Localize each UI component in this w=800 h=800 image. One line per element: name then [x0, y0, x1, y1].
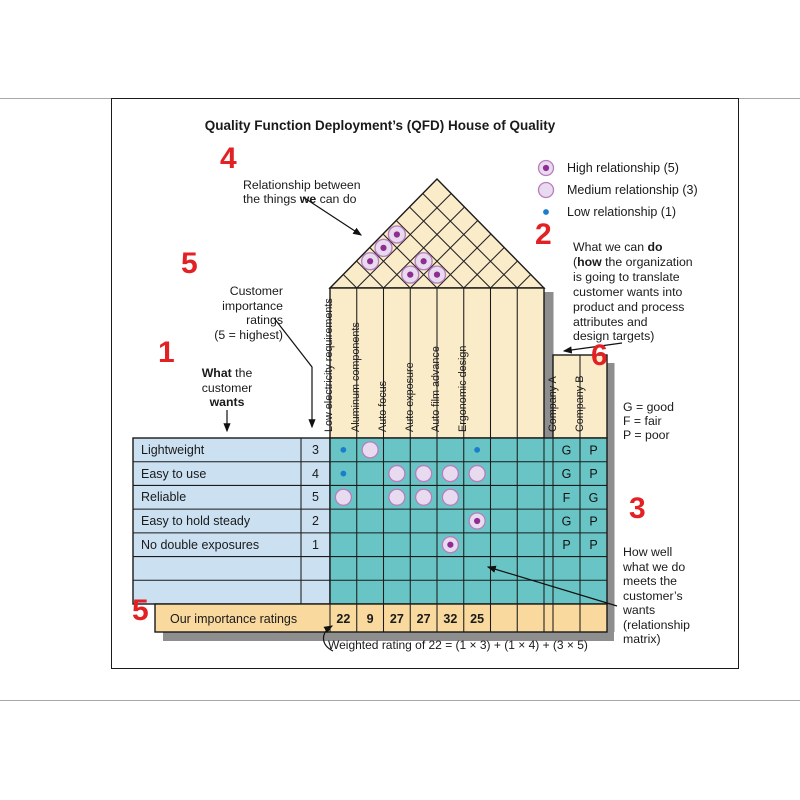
importance-rating: 4 — [312, 466, 319, 481]
callout-text-line: design targets) — [573, 329, 655, 344]
column-header: Low electricity requirements — [323, 298, 336, 432]
callout-number-1: 1 — [158, 336, 175, 369]
callout-text-line: What we can do — [573, 240, 663, 254]
high-relationship-dot — [407, 272, 413, 278]
customer-want-label: Easy to use — [141, 466, 207, 481]
arrow-what-we-can-do — [564, 343, 622, 351]
high-relationship-dot — [380, 245, 386, 251]
high-relationship-dot — [367, 258, 373, 264]
high-relationship-dot — [543, 165, 549, 171]
company-rating: P — [589, 538, 598, 553]
our-importance-value: 22 — [336, 612, 351, 626]
column-header: Ergonomic design — [457, 345, 470, 432]
callout-text-line: customer’s — [623, 588, 683, 603]
our-importance-value: 9 — [366, 612, 374, 626]
company-column-header: Company A — [546, 376, 559, 432]
low-relationship-icon — [340, 471, 346, 477]
customer-want-label: Easy to hold steady — [141, 514, 251, 528]
callout-text-line: customer — [201, 380, 253, 395]
column-header: Auto film advance — [430, 346, 443, 432]
legend-icons — [539, 161, 554, 215]
callout-text-line: what we do — [623, 559, 686, 574]
high-relationship-dot — [421, 258, 427, 264]
low-relationship-icon — [543, 209, 549, 215]
callout-text-line: meets the — [623, 574, 677, 588]
callout-text-line: importance — [222, 298, 283, 313]
importance-rating: 2 — [312, 514, 319, 528]
company-rating: P — [562, 538, 571, 553]
arrow-importance-ratings — [274, 318, 312, 427]
medium-relationship-icon — [442, 489, 458, 505]
high-relationship-dot — [447, 542, 453, 548]
importance-rating: 1 — [312, 537, 319, 552]
callout-text-line: How well — [623, 545, 673, 559]
medium-relationship-icon — [389, 489, 405, 505]
medium-relationship-icon — [335, 489, 351, 505]
medium-relationship-icon — [442, 466, 458, 482]
callout-text-line: the things we can do — [243, 192, 357, 207]
callout-text-line: product and process — [573, 299, 685, 314]
company-rating: P — [589, 467, 598, 482]
callout-text-line: (how the organization — [573, 254, 693, 269]
callout-text-line: ratings — [246, 313, 283, 328]
callout-number-4: 4 — [220, 142, 237, 175]
medium-relationship-icon — [416, 466, 432, 482]
callout-text-line: What the — [201, 366, 253, 380]
customer-want-label: No double exposures — [141, 537, 260, 552]
legend-label: High relationship (5) — [567, 161, 679, 175]
callout-text-line: (relationship — [623, 617, 690, 632]
medium-relationship-icon — [469, 466, 485, 482]
callout-text-line: (5 = highest) — [214, 327, 283, 342]
column-header: Auto focus — [376, 380, 389, 432]
low-relationship-icon — [474, 447, 480, 453]
medium-relationship-icon — [416, 489, 432, 505]
callout-text-line: attributes and — [573, 314, 648, 329]
our-importance-value: 27 — [389, 612, 404, 626]
high-relationship-dot — [474, 518, 480, 524]
roof-grid-line — [232, 163, 357, 288]
arrow-relationship-roof — [303, 197, 361, 235]
company-rating: G — [588, 490, 599, 505]
our-importance-label: Our importance ratings — [170, 612, 298, 626]
callout-text-line: wants — [623, 603, 656, 617]
customer-wants-panel — [133, 438, 330, 604]
grading-key-line: G = good — [623, 400, 674, 414]
callout-text-line: wants — [209, 395, 245, 410]
roof-grid-line — [491, 163, 616, 288]
callout-number-6: 6 — [591, 339, 608, 372]
company-rating: P — [589, 443, 598, 458]
column-header: Aluminum components — [350, 322, 363, 432]
our-importance-value: 25 — [470, 612, 485, 626]
customer-want-label: Lightweight — [141, 442, 205, 457]
callout-text-line: customer wants into — [573, 284, 683, 299]
company-rating: G — [561, 443, 572, 458]
grading-key-line: F = fair — [623, 413, 662, 428]
company-column-header: Company B — [573, 375, 586, 432]
company-rating: F — [562, 490, 571, 505]
low-relationship-icon — [340, 447, 346, 453]
medium-relationship-icon — [362, 442, 378, 458]
callout-number-5: 5 — [181, 247, 198, 280]
callout-text-line: is going to translate — [573, 269, 680, 284]
company-rating: P — [589, 514, 598, 529]
callout-text-line: Relationship between — [243, 178, 361, 192]
legend-label: Medium relationship (3) — [567, 183, 698, 197]
importance-rating: 5 — [312, 490, 319, 505]
our-importance-value: 27 — [416, 612, 431, 626]
importance-rating: 3 — [312, 442, 319, 457]
callout-text-line: Customer — [229, 284, 283, 298]
medium-relationship-icon — [539, 183, 554, 198]
figure-title: Quality Function Deployment’s (QFD) House of Quality — [204, 118, 556, 133]
roof-grid-line — [259, 163, 384, 288]
our-importance-value: 32 — [443, 612, 458, 626]
callout-number-2: 2 — [535, 218, 552, 251]
callout-text-line: matrix) — [623, 632, 661, 646]
high-relationship-dot — [434, 272, 440, 278]
our-importance-bar — [155, 604, 607, 632]
grading-key-line: P = poor — [623, 427, 670, 442]
weighted-rating-footnote: Weighted rating of 22 = (1 × 3) + (1 × 4) + (3 × 5) — [328, 638, 588, 652]
roof-grid-line — [517, 163, 642, 288]
customer-want-label: Reliable — [141, 490, 187, 505]
high-relationship-dot — [394, 231, 400, 237]
callout-number-3: 3 — [629, 492, 646, 525]
callout-number-5: 5 — [132, 594, 149, 627]
company-rating: G — [561, 514, 572, 529]
legend-label: Low relationship (1) — [567, 205, 677, 219]
company-rating: G — [561, 467, 572, 482]
column-header: Auto exposure — [403, 362, 416, 432]
medium-relationship-icon — [389, 466, 405, 482]
